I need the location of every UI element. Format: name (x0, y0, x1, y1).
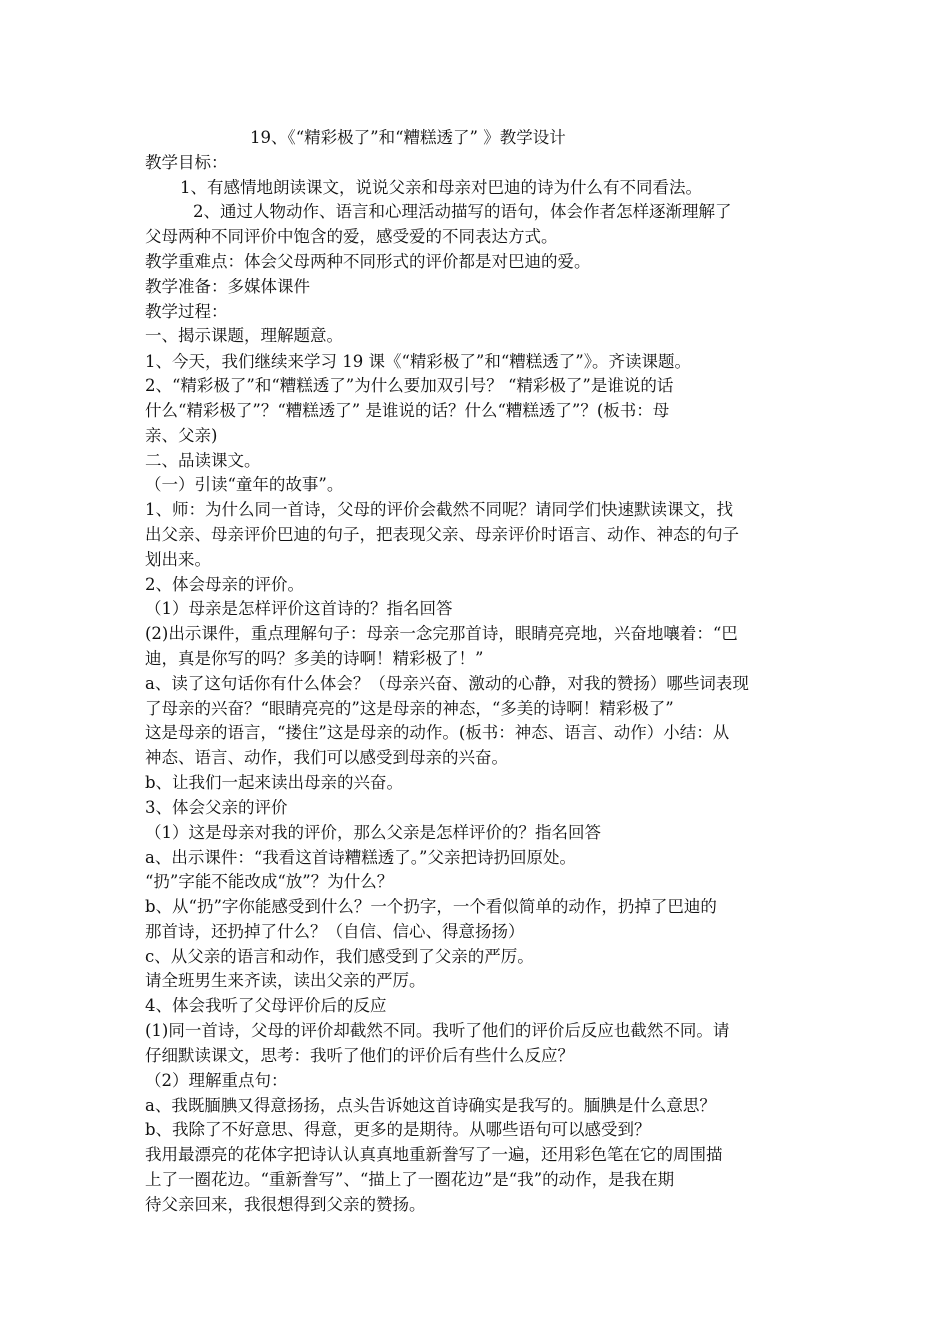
document-title: 19、《“精彩极了”和“糟糕透了” 》教学设计 (250, 128, 566, 147)
text-line: 1、有感情地朗读课文，说说父亲和母亲对巴迪的诗为什么有不同看法。 (180, 178, 702, 197)
text-line: 出父亲、母亲评价巴迪的句子，把表现父亲、母亲评价时语言、动作、神态的句子 (145, 525, 739, 544)
text-line: 父母两种不同评价中饱含的爱，感受爱的不同表达方式。 (145, 227, 558, 246)
text-line: 什么“精彩极了”？“糟糕透了” 是谁说的话？什么“糟糕透了”？(板书：母 (145, 401, 670, 420)
text-line: 1、师：为什么同一首诗，父母的评价会截然不同呢？请同学们快速默读课文，找 (145, 500, 733, 519)
text-line: 划出来。 (145, 550, 211, 569)
text-line: 教学过程： (145, 302, 228, 321)
text-line: 2、通过人物动作、语言和心理活动描写的语句，体会作者怎样逐渐理解了 (193, 202, 732, 221)
text-line: 了母亲的兴奋？“眼睛亮亮的”这是母亲的神态，“多美的诗啊！精彩极了” (145, 699, 674, 718)
text-line: a、出示课件：“我看这首诗糟糕透了。”父亲把诗扔回原处。 (145, 848, 576, 867)
text-line: c、从父亲的语言和动作，我们感受到了父亲的严厉。 (145, 947, 534, 966)
text-line: 2、“精彩极了”和“糟糕透了”为什么要加双引号？ “精彩极了”是谁说的话 (145, 376, 674, 395)
text-line: 二、品读课文。 (145, 451, 261, 470)
text-line: 迪，真是你写的吗？多美的诗啊！精彩极了！” (145, 649, 484, 668)
text-line: 一、揭示课题，理解题意。 (145, 326, 343, 345)
text-line: 教学重难点：体会父母两种不同形式的评价都是对巴迪的爱。 (145, 252, 591, 271)
text-line: 2、体会母亲的评价。 (145, 575, 304, 594)
text-line: 3、体会父亲的评价 (145, 798, 288, 817)
text-line: b、我除了不好意思、得意，更多的是期待。从哪些语句可以感受到？ (145, 1120, 651, 1139)
text-line: 我用最漂亮的花体字把诗认认真真地重新誊写了一遍，还用彩色笔在它的周围描 (145, 1145, 723, 1164)
text-line: 教学准备：多媒体课件 (145, 277, 310, 296)
text-line: 上了一圈花边。“重新誊写”、“描上了一圈花边”是“我”的动作，是我在期 (145, 1170, 675, 1189)
text-line: 仔细默读课文，思考：我听了他们的评价后有些什么反应？ (145, 1046, 574, 1065)
text-line: “扔”字能不能改成“放”？为什么？ (145, 872, 394, 891)
text-line: b、让我们一起来读出母亲的兴奋。 (145, 773, 404, 792)
text-line: b、从“扔”字你能感受到什么？一个扔字，一个看似简单的动作，扔掉了巴迪的 (145, 897, 717, 916)
text-line: a、读了这句话你有什么体会？（母亲兴奋、激动的心静，对我的赞扬）哪些词表现 (145, 674, 749, 693)
text-line: 4、体会我听了父母评价后的反应 (145, 996, 387, 1015)
text-line: 请全班男生来齐读，读出父亲的严厉。 (145, 971, 426, 990)
text-line: （1）母亲是怎样评价这首诗的？指名回答 (145, 599, 453, 618)
text-line: 这是母亲的语言，“搂住”这是母亲的动作。(板书：神态、语言、动作）小结：从 (145, 723, 730, 742)
text-line: （1）这是母亲对我的评价，那么父亲是怎样评价的？指名回答 (145, 823, 601, 842)
text-line: 待父亲回来，我很想得到父亲的赞扬。 (145, 1195, 426, 1214)
text-line: 那首诗，还扔掉了什么？（自信、信心、得意扬扬） (145, 922, 525, 941)
text-line: 亲、父亲) (145, 426, 218, 445)
text-line: （一）引读“童年的故事”。 (145, 475, 344, 494)
text-line: a、我既腼腆又得意扬扬，点头告诉她这首诗确实是我写的。腼腆是什么意思？ (145, 1096, 716, 1115)
text-line: (2)出示课件，重点理解句子：母亲一念完那首诗，眼睛亮亮地，兴奋地嚷着：“巴 (145, 624, 738, 643)
text-line: 教学目标： (145, 153, 228, 172)
text-line: 1、今天，我们继续来学习 19 课《“精彩极了”和“糟糕透了”》。齐读课题。 (145, 352, 691, 371)
text-line: （2）理解重点句： (145, 1071, 288, 1090)
text-line: 神态、语言、动作，我们可以感受到母亲的兴奋。 (145, 748, 508, 767)
text-line: (1)同一首诗，父母的评价却截然不同。我听了他们的评价后反应也截然不同。请 (145, 1021, 730, 1040)
